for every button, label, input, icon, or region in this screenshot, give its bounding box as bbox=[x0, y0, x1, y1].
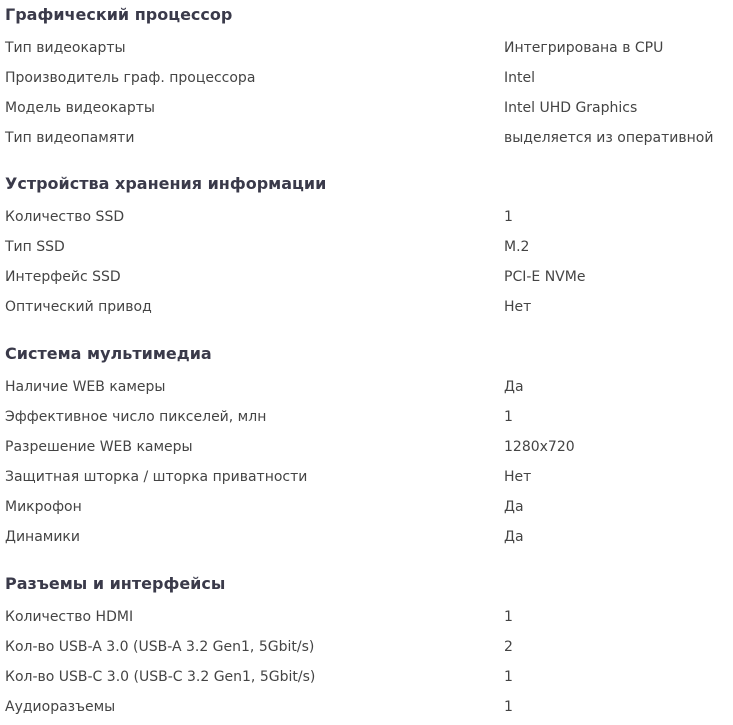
section-title: Графический процессор bbox=[5, 5, 233, 24]
spec-label: Аудиоразъемы bbox=[5, 699, 116, 715]
spec-value: Intel bbox=[504, 70, 535, 86]
spec-row bbox=[0, 63, 733, 93]
spec-label: Кол-во USB-A 3.0 (USB-A 3.2 Gen1, 5Gbit/s) bbox=[5, 639, 315, 655]
spec-value: 1 bbox=[504, 209, 513, 225]
spec-row bbox=[0, 692, 733, 722]
spec-row bbox=[0, 93, 733, 123]
spec-row bbox=[0, 262, 733, 292]
spec-row bbox=[0, 202, 733, 232]
spec-value: 1 bbox=[504, 409, 513, 425]
spec-label: Количество SSD bbox=[5, 209, 125, 225]
spec-label: Тип видеопамяти bbox=[5, 130, 135, 146]
spec-label: Модель видеокарты bbox=[5, 100, 155, 116]
spec-label: Разрешение WEB камеры bbox=[5, 439, 193, 455]
spec-value: выделяется из оперативной bbox=[504, 130, 714, 146]
spec-row bbox=[0, 432, 733, 462]
spec-row bbox=[0, 462, 733, 492]
spec-row bbox=[0, 662, 733, 692]
spec-label: Эффективное число пикселей, млн bbox=[5, 409, 267, 425]
spec-value: Да bbox=[504, 499, 524, 515]
spec-value: Нет bbox=[504, 299, 532, 315]
spec-label: Наличие WEB камеры bbox=[5, 379, 166, 395]
spec-row bbox=[0, 33, 733, 63]
spec-value: M.2 bbox=[504, 239, 530, 255]
spec-value: Интегрирована в CPU bbox=[504, 40, 664, 56]
spec-value: 1280x720 bbox=[504, 439, 575, 455]
spec-row bbox=[0, 522, 733, 552]
spec-label: Тип SSD bbox=[5, 239, 65, 255]
spec-label: Интерфейс SSD bbox=[5, 269, 121, 285]
section-title: Устройства хранения информации bbox=[5, 174, 327, 193]
spec-value: 1 bbox=[504, 699, 513, 715]
spec-row bbox=[0, 232, 733, 262]
spec-label: Динамики bbox=[5, 529, 80, 545]
spec-row bbox=[0, 632, 733, 662]
spec-row bbox=[0, 402, 733, 432]
spec-label: Оптический привод bbox=[5, 299, 152, 315]
spec-row bbox=[0, 372, 733, 402]
spec-value: Intel UHD Graphics bbox=[504, 100, 638, 116]
spec-label: Производитель граф. процессора bbox=[5, 70, 256, 86]
spec-row bbox=[0, 492, 733, 522]
spec-value: Нет bbox=[504, 469, 532, 485]
spec-value: Да bbox=[504, 379, 524, 395]
spec-row bbox=[0, 292, 733, 322]
spec-value: PCI-E NVMe bbox=[504, 269, 586, 285]
spec-label: Защитная шторка / шторка приватности bbox=[5, 469, 308, 485]
spec-value: 2 bbox=[504, 639, 513, 655]
spec-label: Микрофон bbox=[5, 499, 82, 515]
spec-row bbox=[0, 123, 733, 153]
spec-label: Количество HDMI bbox=[5, 609, 134, 625]
spec-value: 1 bbox=[504, 609, 513, 625]
spec-value: 1 bbox=[504, 669, 513, 685]
spec-label: Кол-во USB-C 3.0 (USB-C 3.2 Gen1, 5Gbit/s) bbox=[5, 669, 316, 685]
spec-value: Да bbox=[504, 529, 524, 545]
section-title: Разъемы и интерфейсы bbox=[5, 574, 226, 593]
spec-label: Тип видеокарты bbox=[5, 40, 126, 56]
spec-row bbox=[0, 602, 733, 632]
section-title: Система мультимедиа bbox=[5, 344, 212, 363]
